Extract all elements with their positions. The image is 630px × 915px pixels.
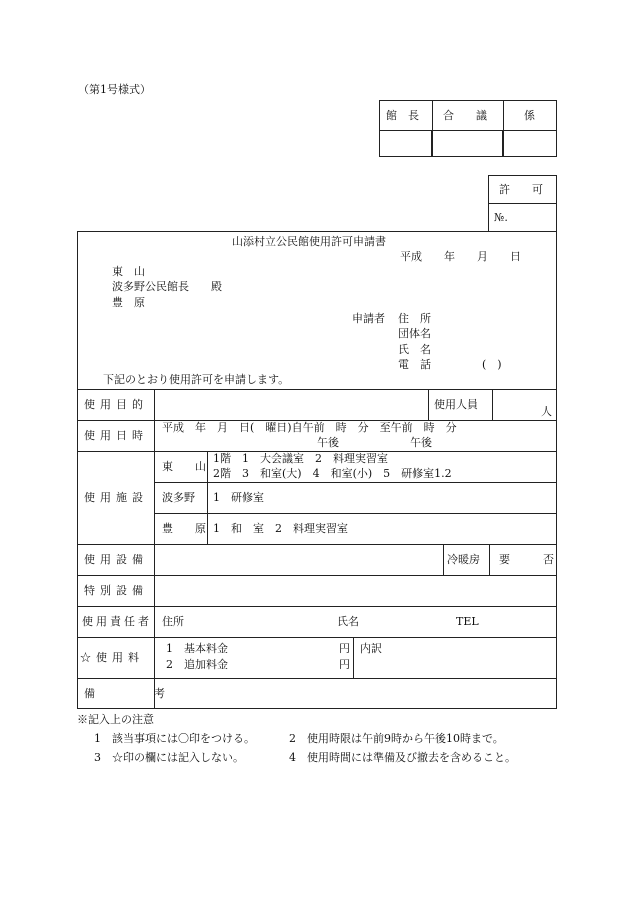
equipment-input[interactable]	[160, 549, 438, 571]
applicant-address-label[interactable]: 住 所	[398, 312, 431, 325]
stamp-cell-director[interactable]	[379, 130, 432, 157]
facility-hatano: 波多野	[162, 491, 195, 504]
header-director: 館 長	[386, 109, 419, 122]
people-unit: 人	[541, 405, 552, 418]
note-item-2: 2 使用時限は午前9時から午後10時まで。	[289, 732, 504, 745]
applicant-phone-label[interactable]: 電 話	[398, 358, 431, 371]
special-input[interactable]	[160, 580, 550, 602]
responsible-name[interactable]: 氏名	[337, 615, 359, 628]
responsible-tel[interactable]: TEL	[456, 615, 479, 628]
facility-label: 使用施設	[84, 491, 148, 504]
aircon-label: 冷暖房	[447, 553, 480, 566]
applicant-label: 申請者	[352, 312, 385, 325]
datetime-pm-to: 午後	[410, 436, 432, 449]
fee-yen-basic: 円	[339, 642, 350, 655]
applicant-phone-paren: ( )	[482, 358, 502, 371]
facility-toyohara: 豊 原	[162, 522, 206, 535]
form-title: 山添村立公民館使用許可申請書	[232, 235, 386, 248]
fee-yen-additional: 円	[339, 658, 350, 671]
fee-additional: 2 追加料金	[166, 658, 228, 671]
datetime-label: 使用日時	[84, 429, 148, 442]
applicant-group-label[interactable]: 団体名	[398, 327, 431, 340]
responsible-label: 使用責任者	[82, 615, 152, 628]
notes-heading: ※記入上の注意	[77, 713, 154, 726]
equipment-label: 使用設備	[84, 553, 148, 566]
facility-hatano-rooms[interactable]: 1 研修室	[213, 491, 264, 504]
note-item-3: 3 ☆印の欄には記入しない。	[94, 751, 244, 764]
special-label: 特別設備	[84, 584, 148, 597]
note-item-1: 1 該当事項には〇印をつける。	[94, 732, 255, 745]
permit-label: 許 可	[499, 183, 543, 196]
request-text: 下記のとおり使用許可を申請します。	[103, 373, 290, 386]
facility-higashiyama: 東 山	[162, 460, 206, 473]
facility-higashiyama-line1[interactable]: 1階 1 大会議室 2 料理実習室	[213, 452, 388, 465]
header-staff: 係	[524, 109, 535, 122]
remarks-input[interactable]	[160, 683, 550, 705]
addressee-line3: 豊 原	[112, 296, 145, 309]
applicant-name-label[interactable]: 氏 名	[398, 343, 431, 356]
date-line[interactable]: 平成 年 月 日	[400, 250, 521, 263]
fee-label: ☆使用料	[80, 651, 144, 664]
addressee-line2: 波多野公民館長 殿	[112, 280, 222, 293]
remarks-label: 備 考	[84, 687, 168, 700]
purpose-label: 使用目的	[84, 398, 148, 411]
fee-breakdown: 内訳	[360, 642, 382, 655]
stamp-cell-council[interactable]	[432, 130, 503, 157]
addressee-line1: 東 山	[112, 265, 145, 278]
responsible-address[interactable]: 住所	[162, 615, 184, 628]
purpose-input[interactable]	[160, 394, 424, 416]
aircon-options[interactable]: 要 否	[499, 553, 554, 566]
stamp-cell-staff[interactable]	[503, 130, 557, 157]
header-council: 合 議	[443, 109, 487, 122]
facility-toyohara-rooms[interactable]: 1 和 室 2 料理実習室	[213, 522, 348, 535]
datetime-line1[interactable]: 平成 年 月 日( 曜日)自午前 時 分 至午前 時 分	[162, 421, 457, 434]
permit-no-label: №.	[494, 211, 508, 224]
datetime-pm-from: 午後	[317, 436, 339, 449]
fee-basic: 1 基本料金	[166, 642, 228, 655]
note-item-4: 4 使用時間には準備及び撤去を含めること。	[289, 751, 516, 764]
people-label: 使用人員	[434, 398, 478, 411]
form-number: （第1号様式）	[78, 83, 151, 96]
facility-higashiyama-line2[interactable]: 2階 3 和室(大) 4 和室(小) 5 研修室1.2	[213, 467, 452, 480]
